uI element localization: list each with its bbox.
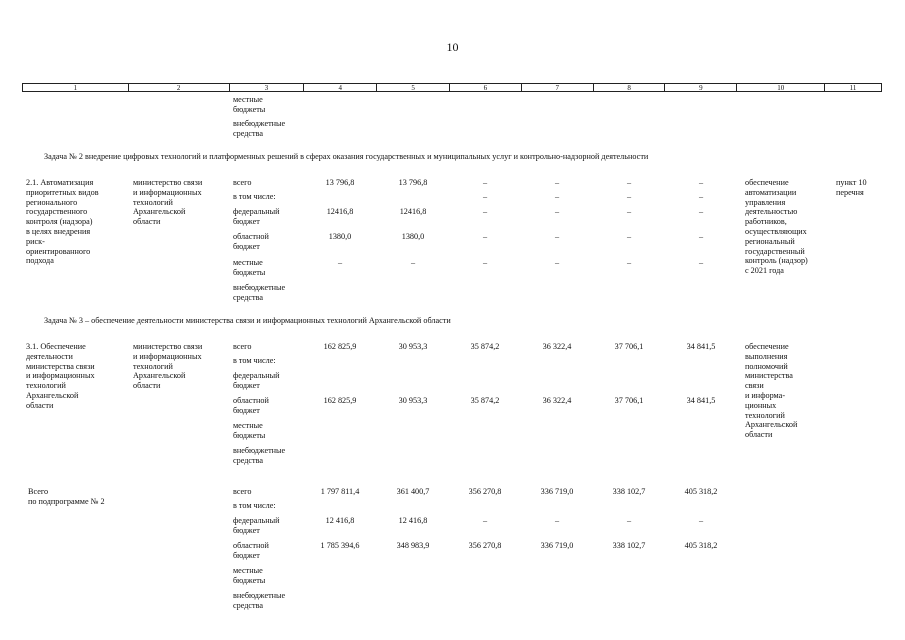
value-cell: 35 874,2 bbox=[470, 396, 500, 405]
column-header: 7 bbox=[522, 84, 594, 91]
source-label: областной бюджет bbox=[233, 232, 269, 251]
source-label: в том числе: bbox=[233, 501, 276, 510]
value-cell: – bbox=[482, 207, 488, 216]
value-cell: – bbox=[626, 258, 632, 267]
column-header: 3 bbox=[230, 84, 305, 91]
source-label: местные бюджеты bbox=[233, 421, 266, 440]
value-cell: 36 322,4 bbox=[542, 342, 572, 351]
value-cell: 13 796,8 bbox=[398, 178, 428, 187]
value-cell: 1380,0 bbox=[328, 232, 352, 241]
value-cell: – bbox=[626, 232, 632, 241]
source-label: федеральный бюджет bbox=[233, 371, 280, 390]
value-cell: 37 706,1 bbox=[614, 342, 644, 351]
column-number-header bbox=[22, 83, 882, 92]
value-cell: – bbox=[410, 258, 416, 267]
source-label: внебюджетные средства bbox=[233, 119, 286, 138]
value-cell: 162 825,9 bbox=[323, 396, 357, 405]
source-label: внебюджетные средства bbox=[233, 446, 286, 465]
value-cell: – bbox=[482, 192, 488, 201]
column-header: 9 bbox=[665, 84, 737, 91]
value-cell: 361 400,7 bbox=[396, 487, 430, 496]
source-label: областной бюджет bbox=[233, 541, 269, 560]
value-cell: 1 797 811,4 bbox=[320, 487, 360, 496]
value-cell: 12 416,8 bbox=[325, 516, 355, 525]
reference-cell: пункт 10 перечня bbox=[836, 178, 867, 197]
value-cell: 1380,0 bbox=[401, 232, 425, 241]
expected-result: обеспечение выполнения полномочий министерства связи и информа- ционных технологий Архангельской области bbox=[745, 342, 798, 440]
value-cell: 338 102,7 bbox=[612, 541, 646, 550]
executor: министерство связи и информационных технологий Архангельской области bbox=[133, 342, 203, 391]
column-header: 1 bbox=[23, 84, 129, 91]
value-cell: – bbox=[698, 516, 704, 525]
value-cell: 405 318,2 bbox=[684, 541, 718, 550]
value-cell: 1 785 394,6 bbox=[320, 541, 360, 550]
value-cell: – bbox=[698, 232, 704, 241]
executor: министерство связи и информационных технологий Архангельской области bbox=[133, 178, 203, 227]
source-label: всего bbox=[233, 342, 252, 351]
value-cell: – bbox=[554, 516, 560, 525]
source-label: местные бюджеты bbox=[233, 258, 266, 277]
value-cell: – bbox=[626, 207, 632, 216]
task-heading: Задача № 3 – обеспечение деятельности министерства связи и информационных технологий Архангельской области bbox=[44, 316, 451, 325]
value-cell: – bbox=[698, 192, 704, 201]
task-heading: Задача № 2 внедрение цифровых технологий и платформенных решений в сферах оказания государственных и муниципальных услуг и контрольно-надзорной деятельности bbox=[44, 152, 649, 161]
value-cell: – bbox=[698, 178, 704, 187]
value-cell: – bbox=[698, 258, 704, 267]
value-cell: – bbox=[626, 178, 632, 187]
source-label: федеральный бюджет bbox=[233, 207, 280, 226]
value-cell: – bbox=[626, 192, 632, 201]
value-cell: 356 270,8 bbox=[468, 541, 502, 550]
source-label: в том числе: bbox=[233, 356, 276, 365]
column-header: 5 bbox=[377, 84, 450, 91]
source-label: местные бюджеты bbox=[233, 566, 266, 585]
expected-result: обеспечение автоматизации управления деятельностью работников, осуществляющих региональный государственный контроль (надзор) с 2021 года bbox=[745, 178, 808, 276]
value-cell: – bbox=[554, 258, 560, 267]
source-label: внебюджетные средства bbox=[233, 283, 286, 302]
value-cell: – bbox=[482, 232, 488, 241]
value-cell: – bbox=[482, 258, 488, 267]
value-cell: 35 874,2 bbox=[470, 342, 500, 351]
source-label: всего bbox=[233, 178, 252, 187]
value-cell: – bbox=[698, 207, 704, 216]
value-cell: 34 841,5 bbox=[686, 342, 716, 351]
source-label: местные бюджеты bbox=[233, 95, 266, 114]
value-cell: – bbox=[554, 178, 560, 187]
activity-name: 2.1. Автоматизация приоритетных видов регионального государственного контроля (надзора) в целях внедрения риск- ориентированного подхода bbox=[26, 178, 99, 266]
value-cell: – bbox=[554, 207, 560, 216]
page-number: 10 bbox=[446, 40, 459, 54]
column-header: 8 bbox=[594, 84, 666, 91]
value-cell: – bbox=[554, 232, 560, 241]
value-cell: 12416,8 bbox=[399, 207, 427, 216]
value-cell: 30 953,3 bbox=[398, 342, 428, 351]
source-label: всего bbox=[233, 487, 252, 496]
value-cell: 12 416,8 bbox=[398, 516, 428, 525]
value-cell: 405 318,2 bbox=[684, 487, 718, 496]
value-cell: 336 719,0 bbox=[540, 541, 574, 550]
value-cell: 356 270,8 bbox=[468, 487, 502, 496]
value-cell: 13 796,8 bbox=[325, 178, 355, 187]
value-cell: – bbox=[554, 192, 560, 201]
value-cell: – bbox=[482, 178, 488, 187]
column-header: 6 bbox=[450, 84, 522, 91]
value-cell: 34 841,5 bbox=[686, 396, 716, 405]
total-label: Всего по подпрограмме № 2 bbox=[28, 487, 105, 506]
source-label: областной бюджет bbox=[233, 396, 269, 415]
value-cell: 336 719,0 bbox=[540, 487, 574, 496]
value-cell: – bbox=[482, 516, 488, 525]
value-cell: 338 102,7 bbox=[612, 487, 646, 496]
activity-name: 3.1. Обеспечение деятельности министерства связи и информационных технологий Архангельской области bbox=[26, 342, 95, 410]
value-cell: – bbox=[337, 258, 343, 267]
value-cell: 30 953,3 bbox=[398, 396, 428, 405]
value-cell: 36 322,4 bbox=[542, 396, 572, 405]
value-cell: 348 983,9 bbox=[396, 541, 430, 550]
column-header: 11 bbox=[849, 84, 857, 92]
column-header: 10 bbox=[737, 84, 825, 91]
column-header: 2 bbox=[129, 84, 230, 91]
value-cell: 162 825,9 bbox=[323, 342, 357, 351]
value-cell: 37 706,1 bbox=[614, 396, 644, 405]
source-label: в том числе: bbox=[233, 192, 276, 201]
value-cell: – bbox=[626, 516, 632, 525]
column-header: 4 bbox=[304, 84, 377, 91]
source-label: федеральный бюджет bbox=[233, 516, 280, 535]
source-label: внебюджетные средства bbox=[233, 591, 286, 610]
value-cell: 12416,8 bbox=[326, 207, 354, 216]
